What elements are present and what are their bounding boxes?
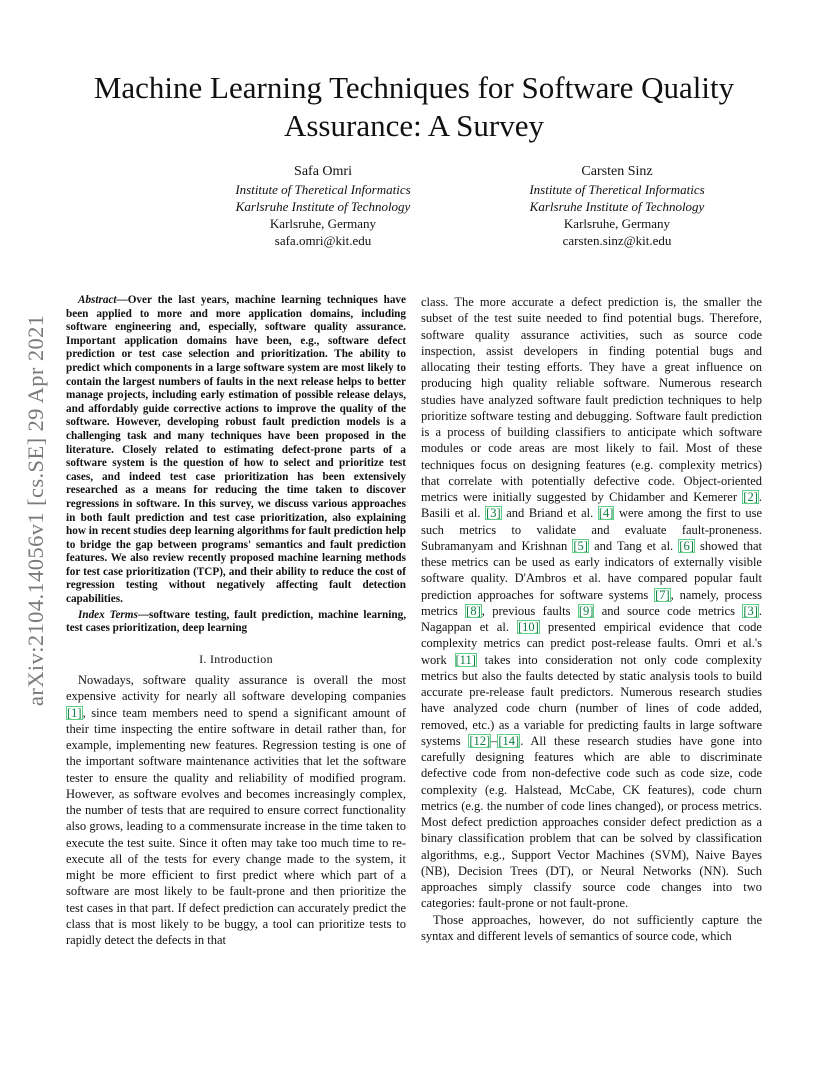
citation-link[interactable]: [6] [679, 538, 694, 553]
author-2 [467, 163, 767, 249]
abstract [66, 294, 406, 607]
text-span: , since team members need to spend a significant amount of their time inspecting the entire software in detail rather than, for example, implementing new features. Regression testing is one of the important software maintenance activities that let the software tester to ensure the quality and reliability of modified program. However, as software evolves and becomes increasingly complex, the number of tests that are required to ensure correct functionality also grows, leading to a commensurate increase in the time taken to execute the test suite. Since it often may take too much time to re-execute all of the tests for every change made to the system, it might be more efficient to first predict where which part of a software are most likely to be fault-prone and then prioritize the test cases in that part. If defect prediction can accurately predict the class that is most likely to be buggy, a tool can prioritize tests to rapidly detect the defects in that [66, 705, 406, 948]
author-affiliation: Karlsruhe Institute of Technology [235, 199, 411, 214]
text-span: showed that these metrics can be used as early indicators of externally visible software quality. D'Ambros et al. have compared popular fault prediction approaches for software systems [421, 538, 762, 602]
arxiv-identifier: arXiv:2104.14056v1 [cs.SE] 29 Apr 2021 [23, 314, 48, 706]
citation-link[interactable]: [5] [573, 538, 588, 553]
author-name: Safa Omri [294, 164, 352, 179]
index-terms [66, 609, 406, 636]
citation-link[interactable]: [3] [743, 603, 758, 618]
citation-link[interactable]: [8] [466, 603, 481, 618]
intro-paragraph [66, 672, 406, 948]
abstract-text: —Over the last years, machine learning techniques have been applied to more and more application domains, including software engineering and, especially, software quality assurance. Important application domains have been, e.g., software defect prediction or test case selection and prioritization. The ability to predict which components in a large software system are most likely to contain the largest numbers of faults in the next release helps to better manage projects, including early estimation of possible release delays, and affordably guide corrective actions to improve the quality of the software. However, developing robust fault prediction models is a challenging task and many techniques have been proposed in the literature. Closely related to estimating defect-prone parts of a software system is the question of how to select and prioritize test cases, and indeed test case prioritization has been extensively researched as a means for reducing the time taken to discover regressions in software. In this survey, we discuss various approaches in both fault prediction and test case prioritization, also explaining how in recent studies deep learning algorithms for fault prediction help to bridge the gap between programs' semantics and fault prediction features. We also review recently proposed machine learning methods for test case prioritization (TCP), and their ability to reduce the cost of regression testing without negatively affecting fault detection capabilities. [66, 294, 406, 606]
text-span: takes into consideration not only code complexity metrics but also the faults detected by static analysis tools to build accurate pre-release fault predictors. Numerous research studies have analyzed code churn (number of lines of code added, removed, etc.) as a variable for predicting faults in large software systems [421, 652, 762, 748]
citation-link[interactable]: [2] [743, 490, 758, 504]
body-paragraph: Those approaches, however, do not sufficiently capture the syntax and different levels of semantics of source code, which [421, 912, 762, 943]
author-name: Carsten Sinz [581, 164, 653, 179]
text-span: . Nagappan et al. [421, 603, 763, 634]
author-location: Karlsruhe, Germany [563, 216, 671, 231]
text-span: and Tang et al. [588, 538, 679, 553]
citation-link[interactable]: [11] [455, 652, 476, 667]
text-span: Nowadays, software quality assurance is overall the most expensive activity for nearly all software developing companies [66, 673, 406, 704]
right-column [421, 294, 762, 944]
text-span: . All these research studies have gone into carefully designing features which are able to discriminate defective code from non-defective code such as code size, code complexity (e.g. Halstead, McCabe, CK features), code churn metrics (e.g. the number of code lines changed), or process metrics. Most defect prediction approaches consider defect prediction as a binary classification problem that can be solved by classification algorithms, e.g., Support Vector Machines (SVM), Naive Bayes (NB), Decision Trees (DT), or Neural Networks (NN). Such approaches simply classify source code changes into two categories: fault-prone or not fault-prone. [421, 733, 762, 911]
index-terms-text: —software testing, fault prediction, machine learning, test cases prioritization, deep learning [66, 608, 406, 635]
body-paragraph [421, 294, 762, 912]
author-affiliation: Karlsruhe Institute of Technology [529, 199, 705, 214]
citation-link[interactable]: [14] [498, 733, 520, 748]
text-span: class. The more accurate a defect prediction is, the smaller the subset of the test suite needed to find potential bugs. Therefore, software quality assurance activities, such as source code inspection, assist developers in finding potential bugs and allocating their testing efforts. They have a great influence on producing high quality reliable software. Numerous research studies have analyzed software fault prediction techniques to help prioritize software testing and debugging. Software fault prediction is a process of building classifiers to anticipate which software modules or code areas are most likely to fail. Most of these techniques focus on designing features (e.g. complexity metrics) that correlate with potentially defective code. Object-oriented metrics were initially suggested by Chidamber and Kemerer [421, 295, 762, 504]
citation-link[interactable]: [4] [598, 506, 614, 521]
author-affiliation: Institute of Theretical Informatics [235, 182, 411, 197]
text-span: presented empirical evidence that code complexity metrics can predict post-release faults. Omri et al.'s work [421, 620, 762, 667]
citation-link[interactable]: [10] [518, 620, 539, 634]
author-affiliation: Institute of Theretical Informatics [529, 182, 705, 197]
left-column [66, 294, 406, 948]
text-span: , namely, process metrics [421, 587, 762, 618]
citation-link[interactable]: [3] [486, 506, 501, 521]
text-span: – [491, 733, 498, 748]
title-line-1: Machine Learning Techniques for Software Quality [93, 70, 735, 105]
citation-link[interactable]: [12] [469, 733, 491, 748]
author-1 [173, 163, 473, 249]
text-span: and source code metrics [594, 603, 743, 618]
author-location: Karlsruhe, Germany [269, 216, 377, 231]
paper-title [60, 69, 768, 145]
text-span: , previous faults [481, 603, 578, 618]
abstract-label: Abstract [78, 294, 117, 306]
citation-link[interactable]: [9] [578, 603, 594, 618]
text-span: . Basili et al. [421, 490, 762, 521]
title-line-2: Assurance: A Survey [283, 108, 545, 143]
section-heading-introduction: I. Introduction [199, 651, 273, 666]
text-span: and Briand et al. [501, 506, 598, 521]
author-email: safa.omri@kit.edu [274, 233, 372, 248]
author-email: carsten.sinz@kit.edu [562, 233, 672, 248]
citation-link[interactable]: [1] [67, 705, 82, 720]
text-span: were among the first to use such metrics to validate and evaluate fault-proneness. Subramanyam and Krishnan [421, 506, 762, 553]
index-terms-label: Index Terms [78, 608, 138, 621]
citation-link[interactable]: [7] [655, 587, 670, 602]
